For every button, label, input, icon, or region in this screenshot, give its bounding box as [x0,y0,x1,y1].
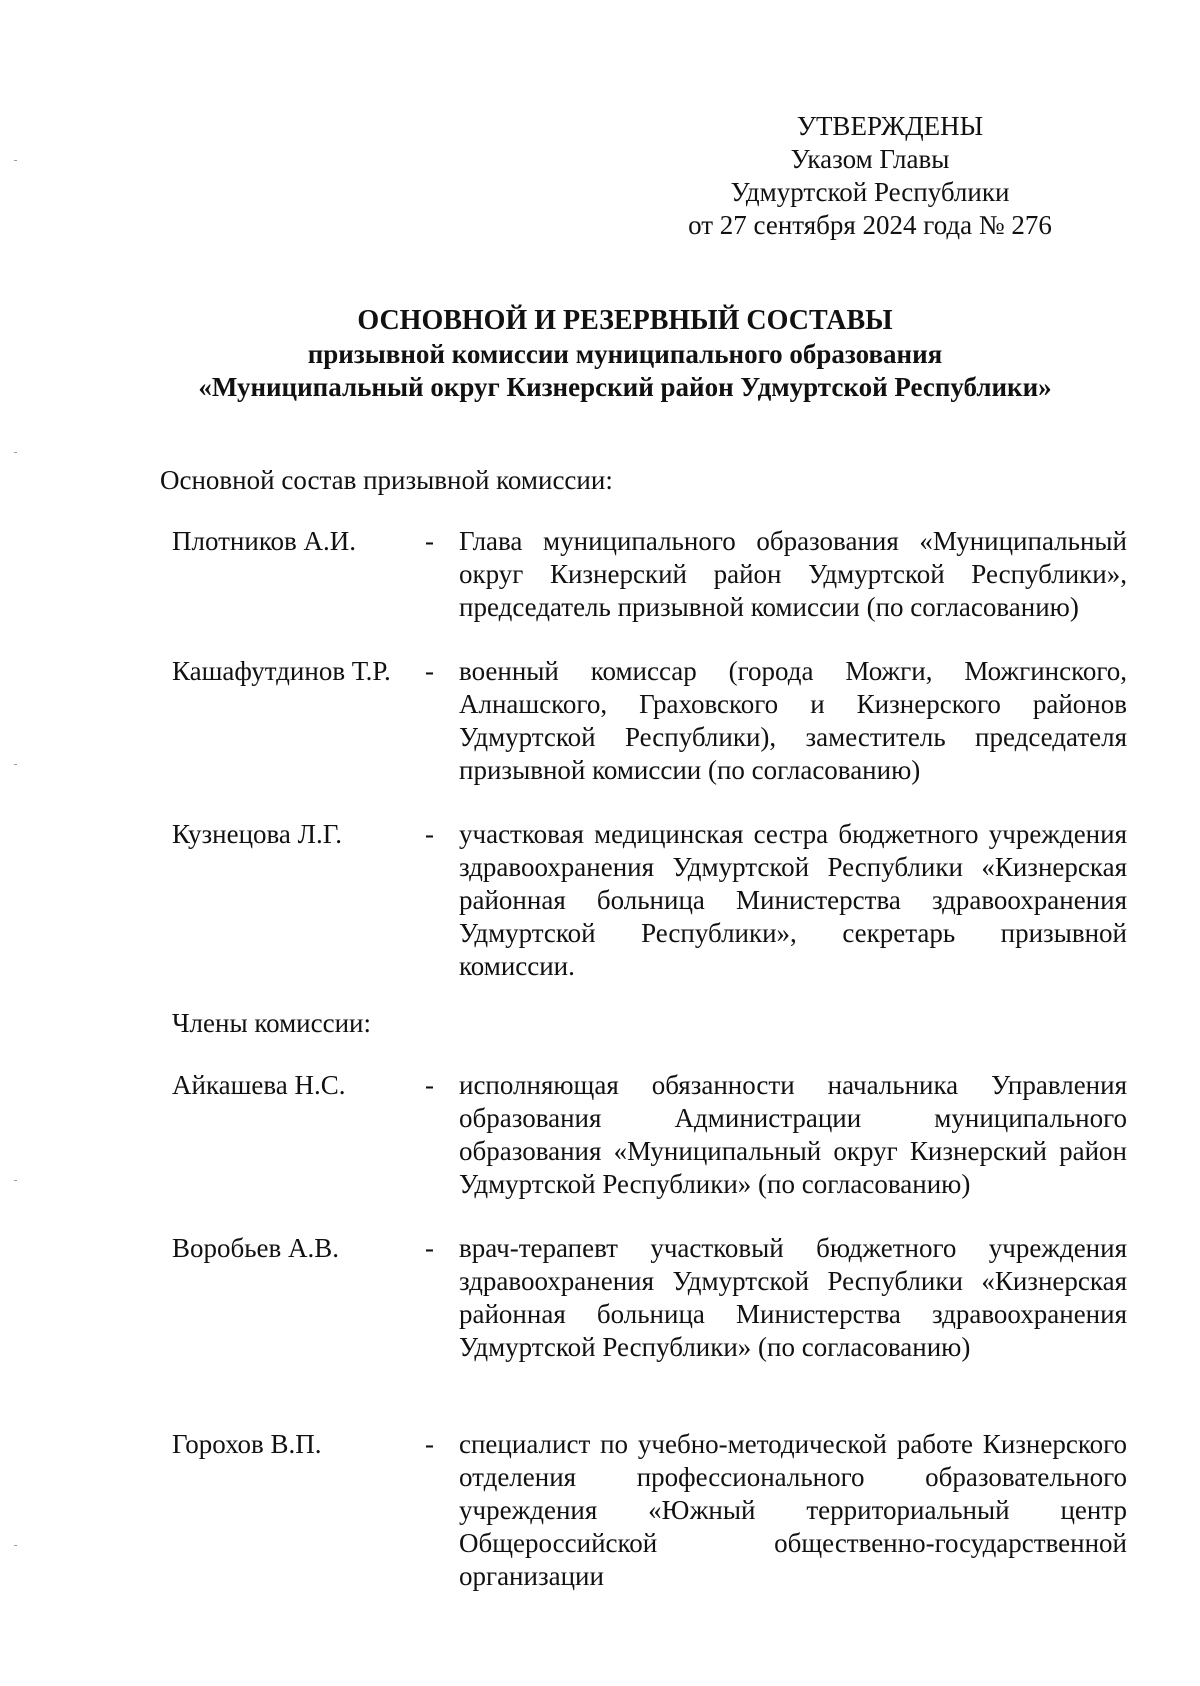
member-name: Воробьев А.В. [172,1233,340,1263]
members-label: Члены комиссии: [172,1008,371,1038]
document-subtitle-line2: «Муниципальный округ Кизнерский район Удмуртской Республики» [198,372,1052,402]
scan-mark [14,160,17,161]
approval-region: Удмуртской Республики [730,177,1010,207]
scan-mark [14,764,17,765]
member-role: военный комиссар (города Можги, Можгинского, Алнашского, Граховского и Кизнерского районов Удмуртской Республики), заместитель председателя призывной комиссии (по согласованию) [459,656,1127,785]
scan-mark [14,452,17,453]
member-dash: - [425,1429,434,1459]
member-name: Кузнецова Л.Г. [172,819,343,849]
document-title: ОСНОВНОЙ И РЕЗЕРВНЫЙ СОСТАВЫ [357,305,893,336]
member-name: Кашафутдинов Т.Р. [172,656,391,686]
member-role: врач-терапевт участковый бюджетного учреждения здравоохранения Удмуртской Республики «Кизнерская районная больница Министерства здравоохранения Удмуртской Республики» (по согласованию) [459,1233,1127,1362]
member-dash: - [425,526,434,556]
list-item [172,1069,1127,1201]
approval-stamp [660,110,1080,242]
list-item [172,655,1127,787]
member-role: специалист по учебно-методической работе Кизнерского отделения профессионального образовательного учреждения «Южный территориальный центр Общероссийской общественно-государственной организации [459,1429,1127,1591]
scan-mark [14,1180,17,1181]
member-name: Плотников А.И. [172,526,357,556]
member-role: Глава муниципального образования «Муниципальный округ Кизнерский район Удмуртской Республики», председатель призывной комиссии (по согласованию) [459,526,1127,622]
member-name: Горохов В.П. [172,1429,322,1459]
approval-title: УТВЕРЖДЕНЫ [796,111,984,141]
list-item [172,818,1127,983]
scan-mark [14,1545,17,1546]
member-name: Айкашева Н.С. [172,1070,346,1100]
member-dash: - [425,1233,434,1263]
member-dash: - [425,819,434,849]
document-subtitle-line1: призывной комиссии муниципального образования [307,339,943,369]
member-role: исполняющая обязанности начальника Управления образования Администрации муниципального образования «Муниципальный округ Кизнерский район Удмуртской Республики» (по согласованию) [459,1070,1127,1199]
approval-date: от 27 сентября 2024 года № 276 [688,210,1052,240]
main-composition-label: Основной состав призывной комиссии: [160,465,613,495]
member-dash: - [425,1070,434,1100]
list-item [172,1232,1127,1364]
approval-authority: Указом Главы [790,144,950,174]
document-heading [150,304,1100,404]
list-item [172,1428,1127,1593]
member-dash: - [425,656,434,686]
list-item [172,525,1127,624]
member-role: участковая медицинская сестра бюджетного учреждения здравоохранения Удмуртской Республики «Кизнерская районная больница Министерства здравоохранения Удмуртской Республики», секретарь призывной комиссии. [459,819,1127,981]
